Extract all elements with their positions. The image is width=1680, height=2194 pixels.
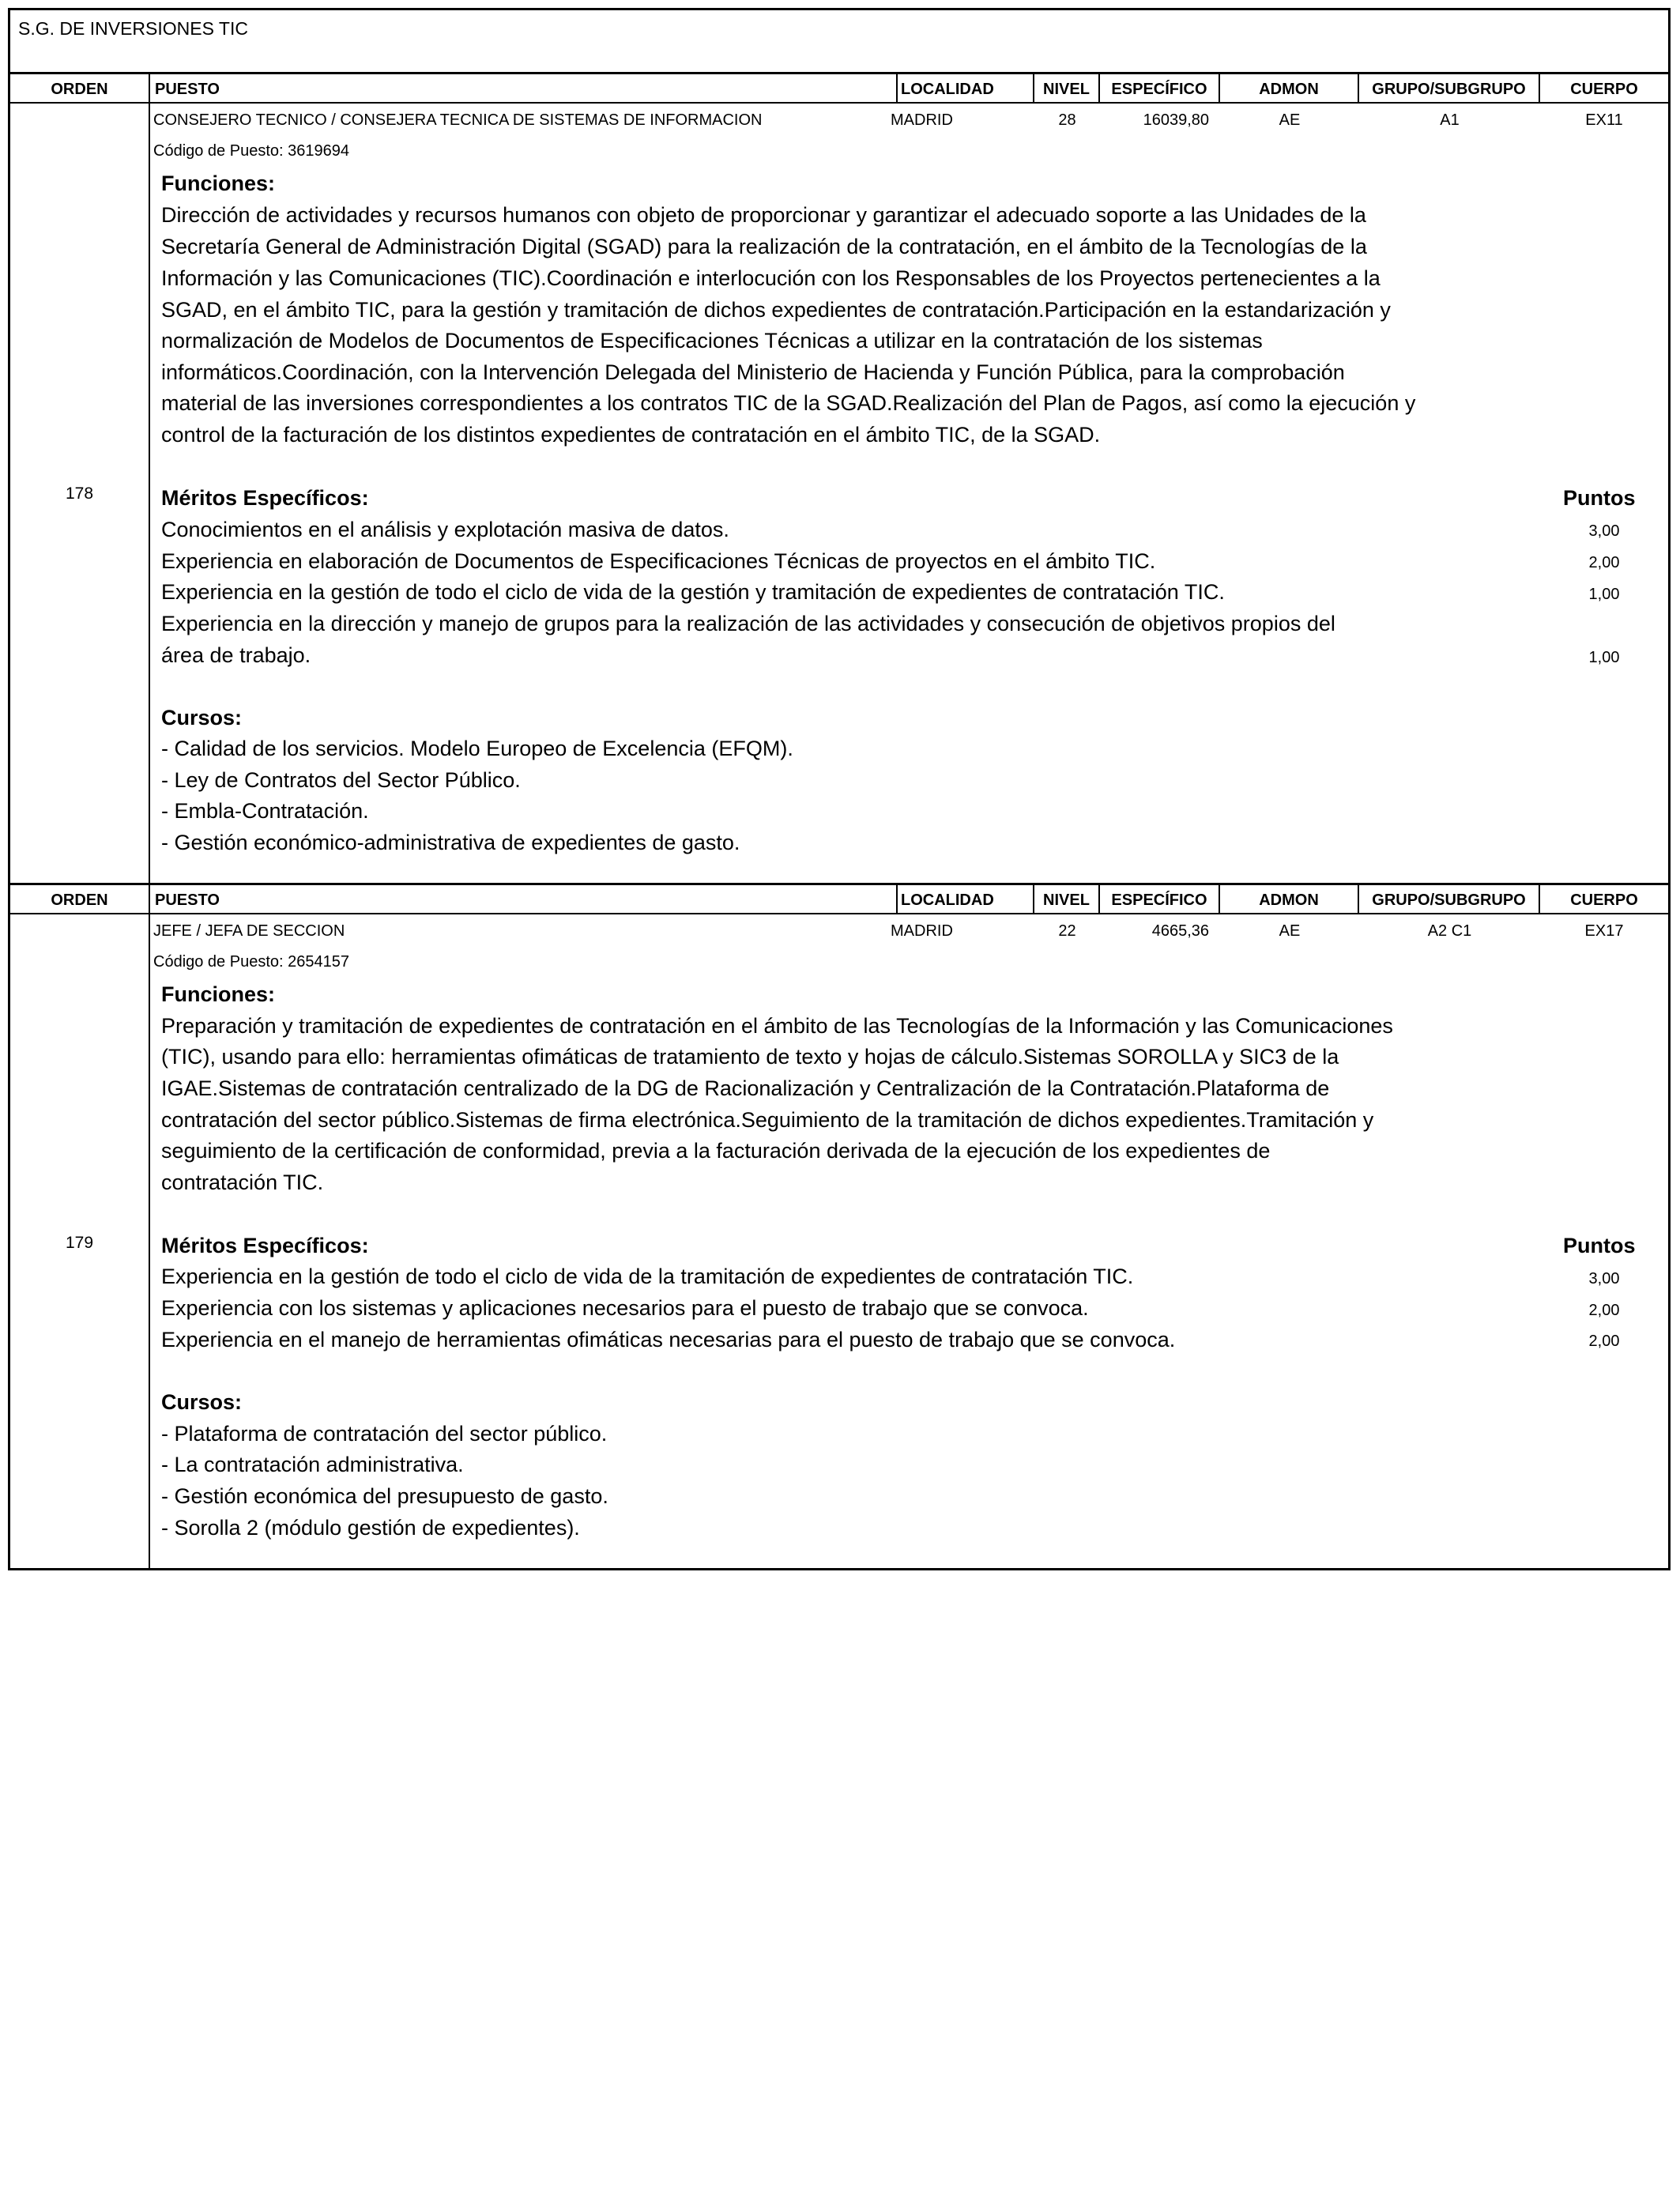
curso-line: - Sorolla 2 (módulo gestión de expedientes).: [161, 1516, 580, 1540]
meritos-heading: Méritos Específicos:: [161, 1234, 369, 1257]
localidad-value: MADRID: [891, 111, 953, 129]
header-admon: ADMON: [1220, 885, 1359, 913]
merito-line: Experiencia en la gestión de todo el ciclo de vida de la tramitación de expedientes de contratación TIC.: [161, 1265, 1134, 1288]
document-frame: [8, 8, 1671, 1570]
especifico-value: 4665,36: [1151, 922, 1209, 940]
funciones-line: seguimiento de la certificación de conformidad, previa a la facturación derivada de la ejecución de los expedientes de: [161, 1139, 1271, 1163]
curso-line: - Gestión económico-administrativa de expedientes de gasto.: [161, 831, 740, 854]
funciones-heading: Funciones:: [161, 982, 276, 1006]
especifico-value: 16039,80: [1143, 111, 1209, 129]
curso-line: - La contratación administrativa.: [161, 1453, 464, 1476]
header-cuerpo: CUERPO: [1570, 892, 1638, 909]
header-admon: ADMON: [1220, 74, 1359, 102]
funciones-heading: Funciones:: [161, 172, 276, 195]
puesto-name: CONSEJERO TECNICO / CONSEJERA TECNICA DE SISTEMAS DE INFORMACION: [153, 111, 763, 129]
header-orden: ORDEN: [10, 74, 150, 102]
merito-line: Experiencia en la dirección y manejo de grupos para la realización de las actividades y consecución de objetivos propios del: [161, 612, 1335, 635]
admon-value: AE: [1279, 922, 1301, 940]
merito-puntos: 3,00: [1588, 522, 1620, 540]
cursos-heading: Cursos:: [161, 706, 243, 729]
grupo-value: A1: [1440, 111, 1460, 129]
header-localidad: LOCALIDAD: [898, 74, 1034, 102]
orden-value: 178: [65, 484, 94, 503]
merito-line: Conocimientos en el análisis y explotación masiva de datos.: [161, 518, 729, 541]
funciones-line: Información y las Comunicaciones (TIC).Coordinación e interlocución con los Responsables de los Proyectos pertenecientes a la: [161, 266, 1381, 290]
funciones-line: Dirección de actividades y recursos humanos con objeto de proporcionar y garantizar el adecuado soporte a las Unidades de la: [161, 203, 1366, 227]
puesto-name: JEFE / JEFA DE SECCION: [153, 922, 345, 940]
header-nivel: NIVEL: [1034, 885, 1100, 913]
funciones-line: normalización de Modelos de Documentos de Especificaciones Técnicas a utilizar en la contratación de los sistemas: [161, 329, 1263, 352]
puntos-heading: Puntos: [1563, 486, 1636, 510]
curso-line: - Embla-Contratación.: [161, 799, 369, 823]
table-header: [10, 883, 1668, 914]
table-header: [10, 72, 1668, 104]
funciones-line: contratación del sector público.Sistemas de firma electrónica.Seguimiento de la tramitación de dichos expedientes.Tramitación y: [161, 1108, 1374, 1132]
header-especifico: ESPECÍFICO: [1100, 885, 1220, 913]
localidad-value: MADRID: [891, 922, 953, 940]
nivel-value: 22: [1058, 922, 1076, 940]
funciones-line: control de la facturación de los distintos expedientes de contratación en el ámbito TIC, de la SGAD.: [161, 423, 1101, 447]
curso-line: - Calidad de los servicios. Modelo Europeo de Excelencia (EFQM).: [161, 737, 793, 760]
codigo-puesto: Código de Puesto: 2654157: [153, 953, 349, 971]
funciones-line: (TIC), usando para ello: herramientas ofimáticas de tratamiento de texto y hojas de cálculo.Sistemas SOROLLA y SIC3 de la: [161, 1045, 1339, 1069]
funciones-line: IGAE.Sistemas de contratación centralizado de la DG de Racionalización y Centralización de la Contratación.Plataforma de: [161, 1076, 1330, 1100]
header-especifico: ESPECÍFICO: [1100, 74, 1220, 102]
header-orden: ORDEN: [10, 885, 150, 913]
cuerpo-value: EX17: [1584, 922, 1624, 940]
header-nivel: NIVEL: [1034, 74, 1100, 102]
header-puesto: PUESTO: [150, 885, 898, 913]
curso-line: - Plataforma de contratación del sector público.: [161, 1422, 608, 1446]
merito-line: Experiencia en la gestión de todo el ciclo de vida de la gestión y tramitación de expedientes de contratación TIC.: [161, 580, 1225, 604]
merito-puntos: 2,00: [1588, 1302, 1620, 1319]
merito-puntos: 2,00: [1588, 554, 1620, 571]
funciones-line: SGAD, en el ámbito TIC, para la gestión y tramitación de dichos expedientes de contratación.Participación en la estandarización y: [161, 298, 1391, 322]
unit-title: S.G. DE INVERSIONES TIC: [18, 18, 248, 39]
header-cuerpo: CUERPO: [1570, 81, 1638, 98]
codigo-puesto: Código de Puesto: 3619694: [153, 142, 349, 160]
merito-line: Experiencia en elaboración de Documentos de Especificaciones Técnicas de proyectos en el ámbito TIC.: [161, 549, 1156, 573]
nivel-value: 28: [1058, 111, 1076, 129]
header-puesto: PUESTO: [150, 74, 898, 102]
merito-line: área de trabajo.: [161, 643, 311, 667]
funciones-line: material de las inversiones correspondientes a los contratos TIC de la SGAD.Realización del Plan de Pagos, así como la ejecución y: [161, 391, 1416, 415]
funciones-line: informáticos.Coordinación, con la Intervención Delegada del Ministerio de Hacienda y Función Pública, para la comprobación: [161, 360, 1345, 384]
cuerpo-value: EX11: [1585, 111, 1623, 129]
admon-value: AE: [1279, 111, 1301, 129]
merito-line: Experiencia en el manejo de herramientas ofimáticas necesarias para el puesto de trabajo que se convoca.: [161, 1328, 1176, 1351]
meritos-heading: Méritos Específicos:: [161, 486, 369, 510]
merito-line: Experiencia con los sistemas y aplicaciones necesarios para el puesto de trabajo que se convoca.: [161, 1296, 1089, 1320]
puntos-heading: Puntos: [1563, 1234, 1636, 1257]
funciones-line: contratación TIC.: [161, 1171, 324, 1194]
merito-puntos: 2,00: [1588, 1333, 1620, 1350]
funciones-line: Preparación y tramitación de expedientes de contratación en el ámbito de las Tecnologías de la Información y las Comunicaciones: [161, 1014, 1393, 1038]
orden-value: 179: [65, 1234, 94, 1252]
column-divider: [149, 914, 150, 1568]
merito-puntos: 1,00: [1588, 586, 1620, 603]
curso-line: - Ley de Contratos del Sector Público.: [161, 768, 521, 792]
header-grupo: GRUPO/SUBGRUPO: [1359, 885, 1540, 913]
funciones-line: Secretaría General de Administración Digital (SGAD) para la realización de la contratación, en el ámbito de la Tecnologías de la: [161, 235, 1367, 258]
header-localidad: LOCALIDAD: [898, 885, 1034, 913]
header-grupo: GRUPO/SUBGRUPO: [1359, 74, 1540, 102]
column-divider: [149, 104, 150, 894]
merito-puntos: 3,00: [1588, 1270, 1620, 1287]
cursos-heading: Cursos:: [161, 1390, 243, 1414]
curso-line: - Gestión económica del presupuesto de gasto.: [161, 1484, 608, 1508]
grupo-value: A2 C1: [1427, 922, 1472, 940]
merito-puntos: 1,00: [1588, 649, 1620, 666]
